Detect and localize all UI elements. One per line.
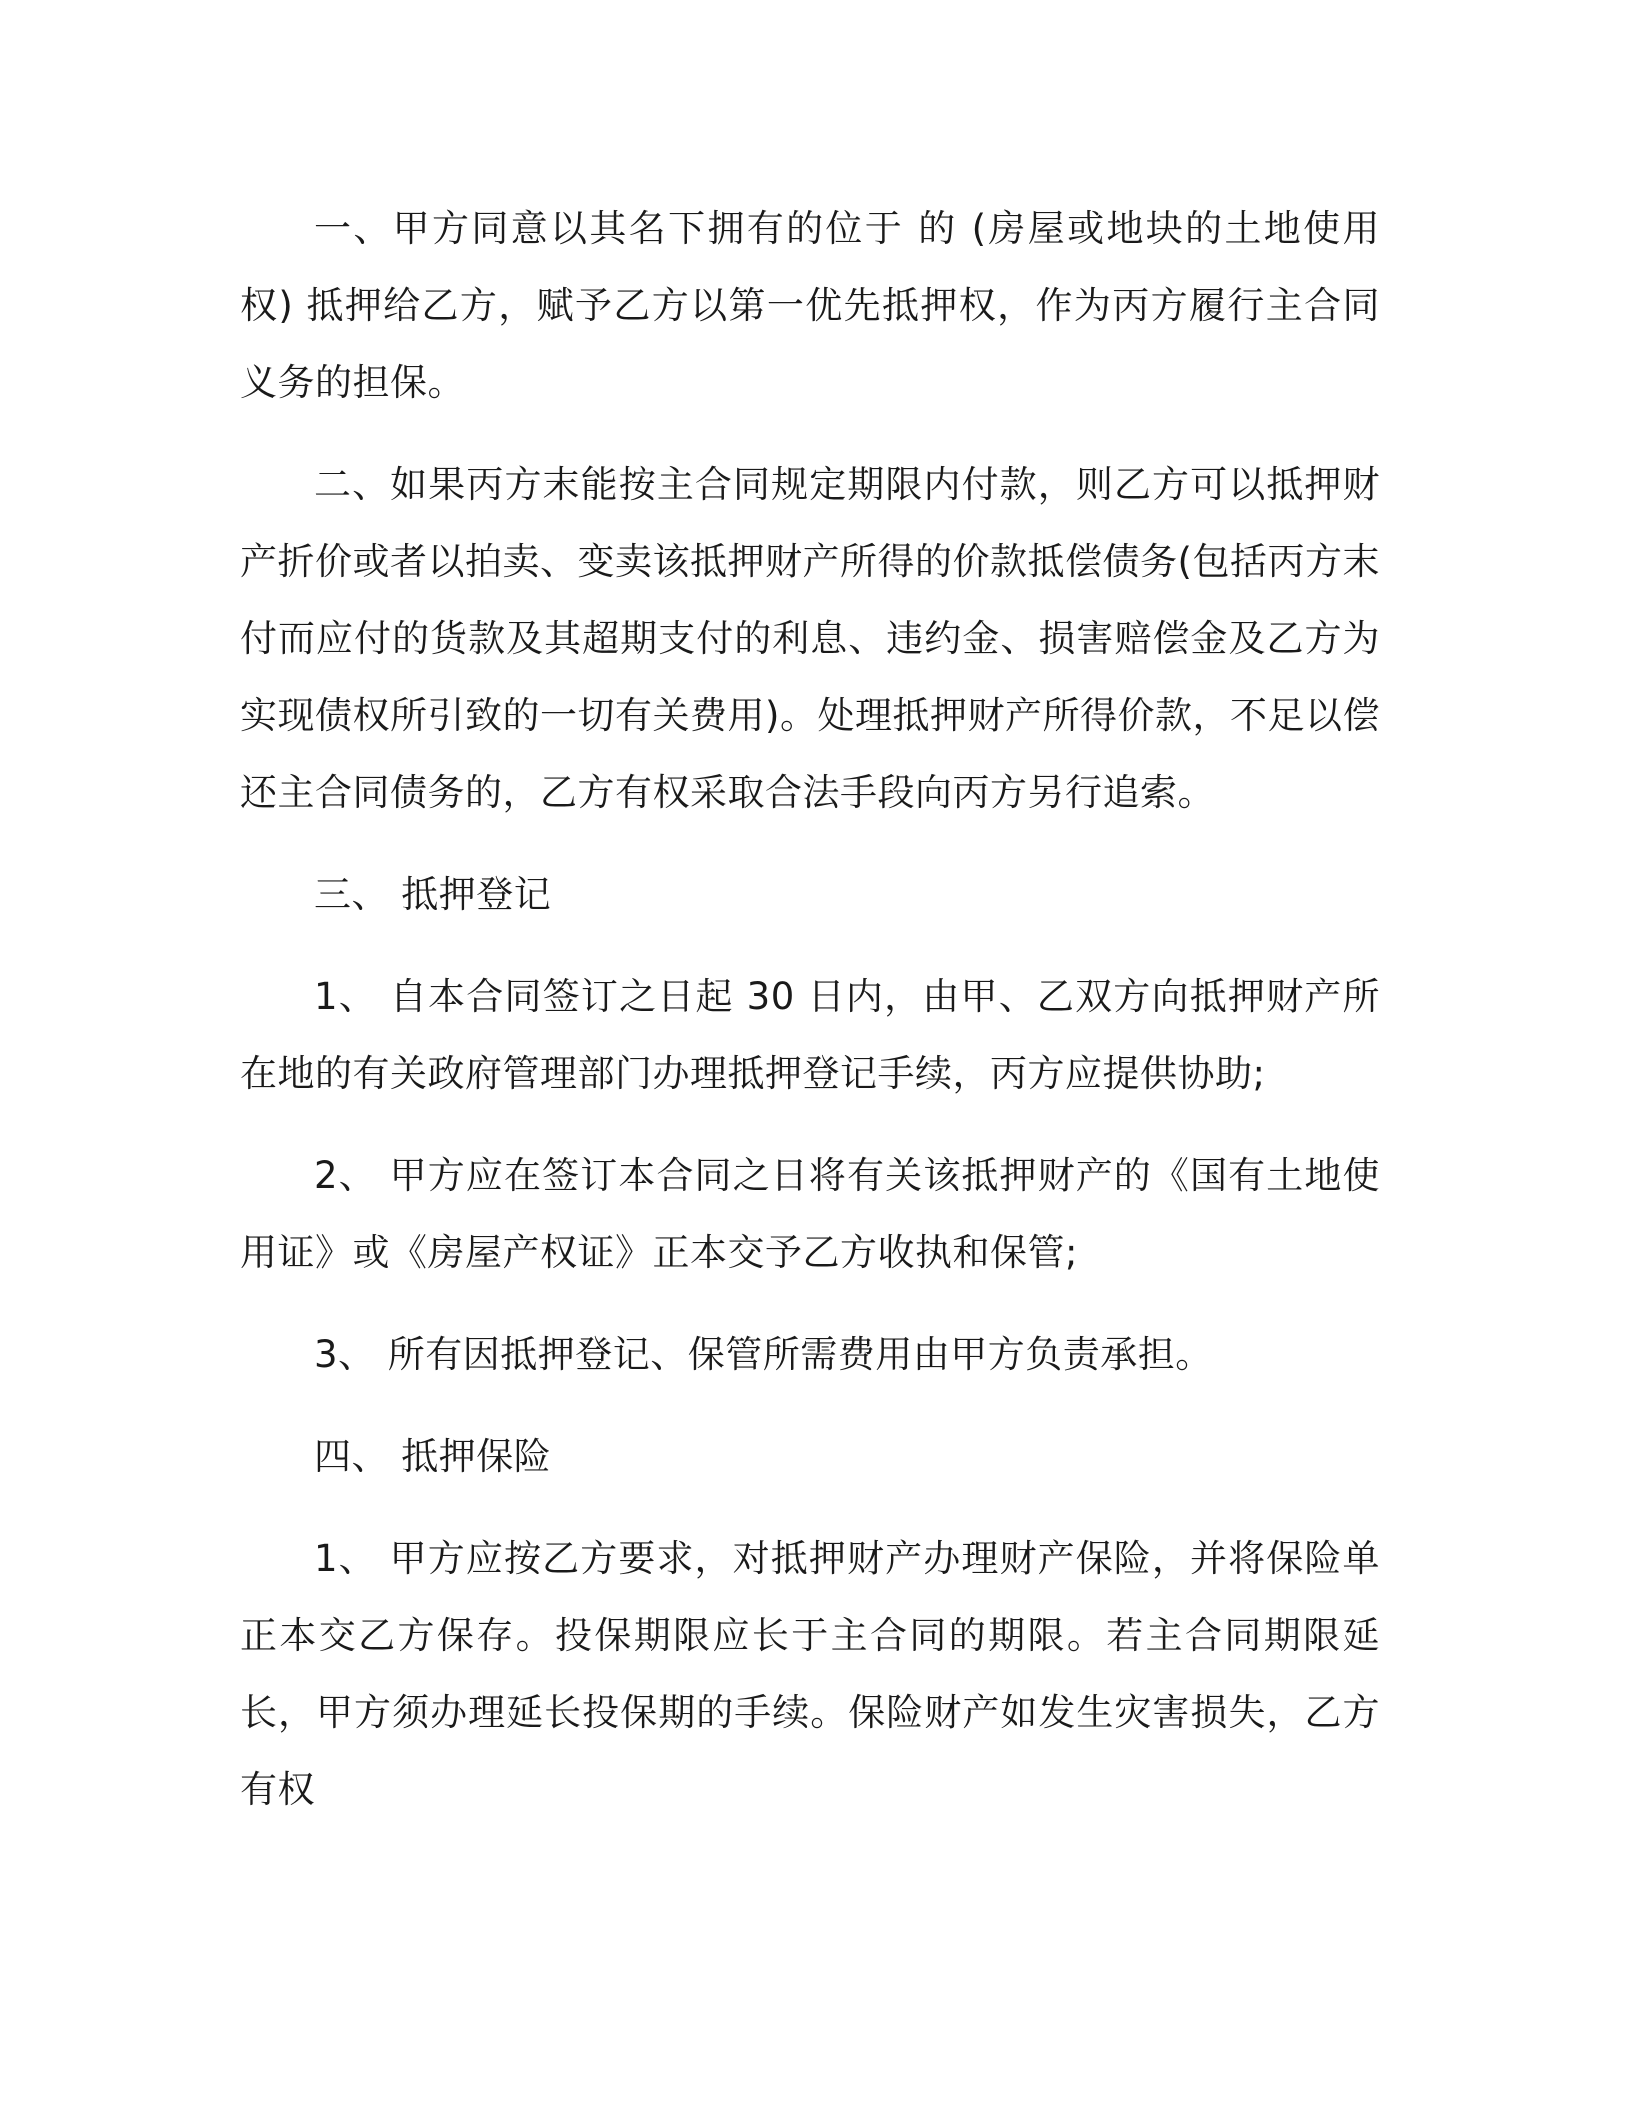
section-3-item-1: 1、 自本合同签订之日起 30 日内，由甲、乙双方向抵押财产所在地的有关政府管理部门办理抵押登记手续，丙方应提供协助; (240, 975, 1380, 1095)
document-body (240, 190, 1380, 1828)
clause-2-paragraph: 二、如果丙方末能按主合同规定期限内付款，则乙方可以抵押财产折价或者以拍卖、变卖该抵押财产所得的价款抵偿债务(包括丙方末付而应付的货款及其超期支付的利息、违约金、损害赔偿金及乙方为实现债权所引致的一切有关费用)。处理抵押财产所得价款，不足以偿还主合同债务的，乙方有权采取合法手段向丙方另行追索。 (240, 463, 1380, 814)
section-3-heading: 三、 抵押登记 (314, 873, 552, 916)
clause-1-paragraph: 一、甲方同意以其名下拥有的位于 的 (房屋或地块的土地使用权) 抵押给乙方，赋予乙方以第一优先抵押权，作为丙方履行主合同义务的担保。 (240, 207, 1380, 404)
section-4-heading: 四、 抵押保险 (314, 1435, 552, 1478)
section-3-item-2: 2、 甲方应在签订本合同之日将有关该抵押财产的《国有土地使用证》或《房屋产权证》正本交予乙方收执和保管; (240, 1154, 1380, 1274)
section-4-item-1: 1、 甲方应按乙方要求，对抵押财产办理财产保险，并将保险单正本交乙方保存。投保期限应长于主合同的期限。若主合同期限延长，甲方须办理延长投保期的手续。保险财产如发生灾害损失，乙方有权 (240, 1537, 1380, 1811)
section-3-item-3: 3、 所有因抵押登记、保管所需费用由甲方负责承担。 (314, 1333, 1213, 1376)
